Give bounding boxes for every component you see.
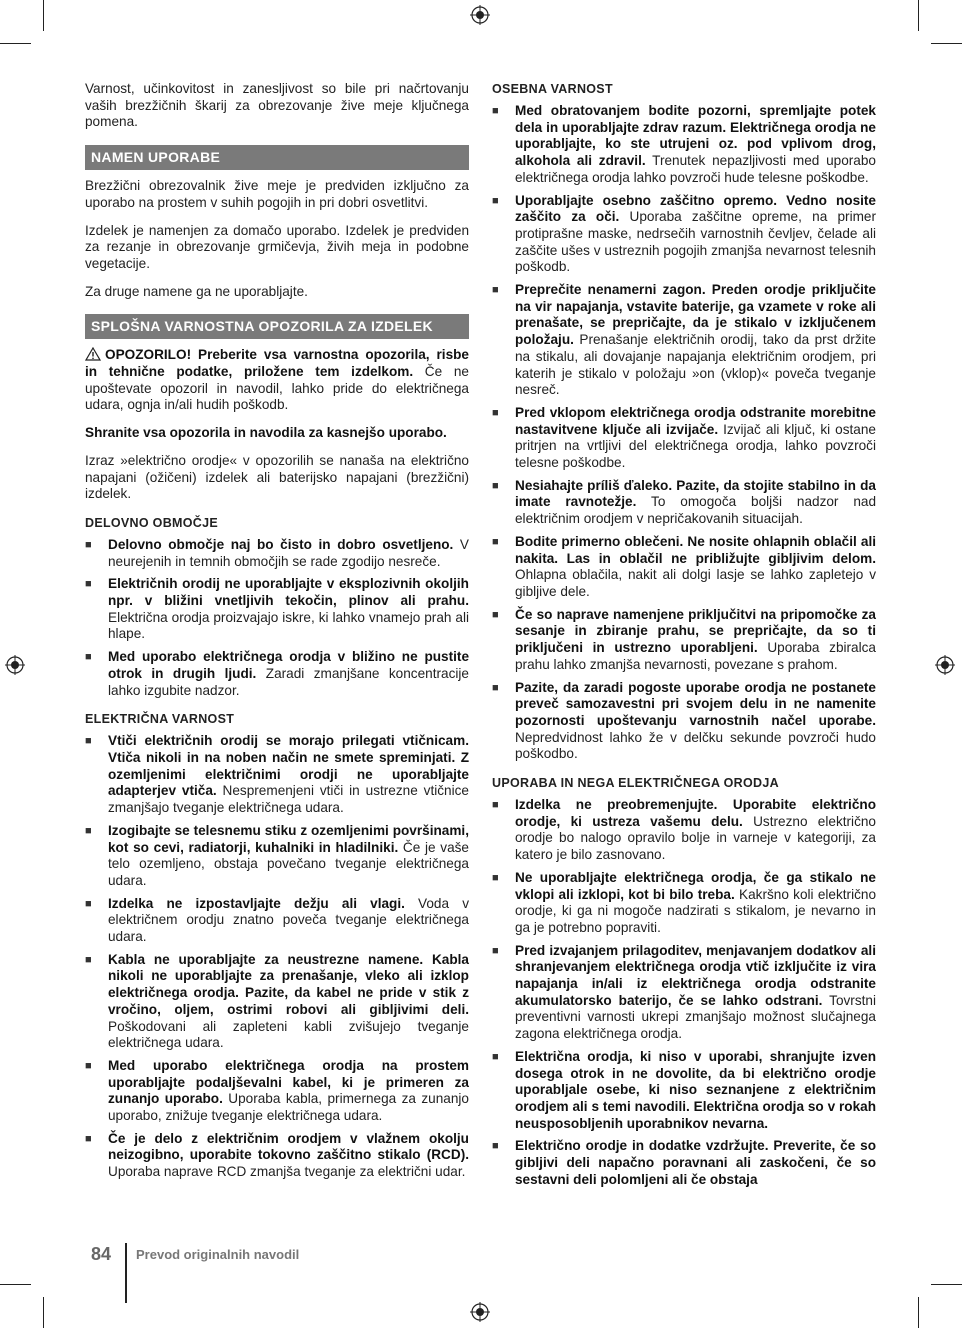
list-item-bold: Če je delo z električnim orodjem v vlažnem okolju neizogibno, uporabite tokovno zaščitno stikalo (RCD).	[108, 1130, 469, 1163]
list-item	[85, 649, 469, 699]
warning-triangle-icon	[85, 347, 101, 361]
list-item	[492, 193, 876, 277]
list-item	[85, 537, 469, 570]
list-item	[85, 576, 469, 643]
bullet-list-uporaba	[492, 797, 876, 1188]
list-item	[492, 534, 876, 601]
list-item	[85, 1058, 469, 1125]
list-item	[492, 1138, 876, 1188]
list-item	[85, 823, 469, 890]
section-heading-splosna: SPLOŠNA VARNOSTNA OPOZORILA ZA IZDELEK	[85, 314, 469, 339]
list-item-text: Izvijač ali ključ, ki ostane pritrjen na vrtljivi del električnega orodja, lahko povzroči telesne poškodbe.	[515, 421, 876, 471]
list-item	[85, 952, 469, 1052]
list-item	[492, 405, 876, 472]
crop-mark	[43, 1297, 44, 1328]
list-item	[492, 478, 876, 528]
subheading-uporaba: UPORABA IN NEGA ELEKTRIČNEGA ORODJA	[492, 776, 779, 791]
list-item-text: V neurejenih in temnih območjih se rade zgodijo nesreče.	[108, 536, 469, 569]
crop-mark	[0, 1284, 31, 1285]
crop-mark	[0, 43, 31, 44]
paragraph: Izdelek je namenjen za domačo uporabo. Izdelek je predviden za rezanje in obrezovanje grmičevja, živih meja in podobne vegetacije.	[85, 222, 469, 271]
list-item-text: To omogoča boljši nadzor nad električnim orodjem v nepričakovanih situacijah.	[515, 494, 877, 527]
list-item-text: Uporaba zbiralca prahu lahko zmanjša nevarnosti, povezane s prahom.	[515, 640, 876, 672]
list-item-bold: Delovno območje naj bo čisto in dobro osvetljeno.	[108, 536, 454, 552]
list-item-bold: Vtiči električnih orodij se morajo prilegati vtičnicam. Vtiča nikoli in na noben način ne smete spreminjati. Z ozemljenimi električnimi orodji ne uporabljajte adapterjev vtiča.	[108, 733, 469, 799]
list-item-bold: Izogibajte se telesnemu stiku z ozemljenimi površinami, kot so cevi, radiatorji, kuhalniki in hladilniki.	[108, 822, 469, 855]
page-footer	[91, 1244, 491, 1302]
list-item	[492, 680, 876, 764]
list-item-text: Nepredvidnost lahko že v delčku sekunde povzroči hudo poškodbo.	[515, 729, 876, 762]
list-item-bold: Med obratovanjem bodite pozorni, spremljajte potek dela in uporabljajte zdrav razum. Električnega orodja ne uporabljajte, ko ste utrujeni oz. pod vplivom drog, alkohola ali zdravil.	[515, 103, 876, 169]
list-item-bold: Pred vklopom električnega orodja odstranite morebitne nastavitvene ključe ali izvijače.	[515, 404, 876, 437]
list-item	[492, 282, 876, 399]
list-item	[492, 103, 876, 187]
list-item-bold: Če so naprave namenjene priključitvi na pripomočke za sesanje in zbiranje prahu, se prepričajte, da so ti priključeni in ustrezno uporabljeni.	[515, 606, 876, 656]
list-item-text: Ohlapna oblačila, nakit ali dolgi lasje se lahko zapletejo v gibljive dele.	[515, 567, 876, 599]
list-item-text: Uporaba kabla, primernega za zunanjo uporabo, znižuje tveganje električnega udara.	[108, 1091, 469, 1124]
list-item	[492, 1049, 876, 1133]
left-column	[85, 81, 469, 1187]
list-item-text: Tovrstni preventivni varnosti ukrepi zmanjšajo možnost slučajnega zagona električnega orodja.	[515, 992, 876, 1042]
crop-mark	[931, 1284, 962, 1285]
section-heading-namen: NAMEN UPORABE	[85, 145, 469, 170]
list-item-bold: Pred izvajanjem prilagoditev, menjavanjem dodatkov ali shranjevanjem električnega orodja vtič izključite iz vira napajanja in/ali iz električnega orodja odstranite akumulatorsko baterijo, če se lahko odstrani.	[515, 942, 876, 1008]
list-item-text: Zaradi zmanjšane koncentracije lahko izgubite nadzor.	[108, 665, 469, 698]
term-paragraph: Izraz »električno orodje« v opozorilih se nanaša na električno napajani (ožičeni) izdelek ali baterijsko napajani (brezžični) izdelek.	[85, 452, 469, 502]
list-item-text: Nespremenjeni vtiči in ustrezne vtičnice zmanjšajo tveganje električnega udara.	[108, 783, 469, 816]
keep-bold: Shranite vsa opozorila in navodila za kasnejšo uporabo.	[85, 425, 447, 441]
list-item-bold: Električnih orodij ne uporabljajte v eksplozivnih okoljih npr. v bližini vnetljivih tekočin, plinov ali prahu.	[108, 576, 469, 609]
list-item	[85, 733, 469, 817]
footer-text: Prevod originalnih navodil	[136, 1247, 300, 1262]
list-item	[492, 607, 876, 674]
registration-mark-icon	[470, 5, 490, 25]
list-item-text: Uporaba naprave RCD zmanjša tveganje za električni udar.	[108, 1164, 466, 1180]
warning-paragraph	[85, 347, 469, 414]
list-item-bold: Izdelka ne izpostavljajte dežju ali vlagi.	[108, 895, 405, 911]
intro-paragraph: Varnost, učinkovitost in zanesljivost so bile pri načrtovanju vaših brezžičnih škarij za obrezovanje žive meje ključnega pomena.	[85, 81, 469, 130]
list-item-text: Ustrezno električno orodje bo nalogo opravilo bolje in varneje v kategoriji, za katero je bilo zasnovano.	[515, 813, 876, 863]
list-item	[492, 943, 876, 1043]
list-item-bold: Bodite primerno oblečeni. Ne nosite ohlapnih oblačil ali nakita. Las in oblačil ne približujte gibljivim delom.	[515, 533, 876, 566]
list-item-text: Kakršno koli električno orodje, ki ga ni mogoče nadzirati s stikalom, je nevarno in ga je potrebno popraviti.	[515, 886, 877, 935]
bullet-list-elektricna	[85, 733, 469, 1181]
page-number: 84	[91, 1244, 112, 1264]
keep-instructions	[85, 425, 469, 442]
list-item-text: Voda v električnem orodju znatno poveča tveganje električnega udara.	[108, 895, 469, 945]
registration-mark-icon	[5, 655, 25, 675]
registration-mark-icon	[935, 655, 955, 675]
list-item-bold: Električna orodja, ki niso v uporabi, shranjujte izven dosega otrok in ne dovolite, da bi električno orodje uporabljale osebe, ki niso seznanjene z električnim orodjem ali s temi navodili. Električna orodja so v rokah neusposobljenih uporabnikov nevarna.	[515, 1048, 876, 1131]
subheading-osebna: OSEBNA VARNOST	[492, 82, 613, 96]
warning-bold: OPOZORILO! Preberite vsa varnostna opozorila, risbe in tehnične podatke, priložene tem izdelkom.	[85, 347, 469, 380]
list-item-bold: Med uporabo električnega orodja na prostem uporabljajte podaljševalni kabel, ki je primeren za zunanjo uporabo.	[108, 1057, 469, 1107]
list-item-bold: Uporabljajte osebno zaščitno opremo. Vedno nosite zaščito za oči.	[515, 192, 876, 225]
paragraph: Za druge namene ga ne uporabljajte.	[85, 283, 308, 299]
crop-mark	[43, 0, 44, 31]
subheading-elektricna: ELEKTRIČNA VARNOST	[85, 712, 235, 727]
list-item-bold: Med uporabo električnega orodja v bližino ne pustite otrok in drugih ljudi.	[108, 649, 469, 681]
list-item-text: Trenutek nepazljivosti med uporabo električnega orodja lahko povzroči hude telesne poškodbe.	[515, 153, 876, 185]
crop-mark	[931, 43, 962, 44]
list-item	[85, 896, 469, 946]
list-item-bold: Električno orodje in dodatke vzdržujte. Preverite, če so gibljivi deli napačno poravnani ali zaskočeni, če so sestavni deli polomljeni ali če obstaja	[515, 1138, 876, 1187]
subheading-delovno: DELOVNO OBMOČJE	[85, 515, 218, 530]
list-item-bold: Pazite, da zaradi pogoste uporabe orodja ne postanete preveč samozavestni pri svojem delu in ne namenite pozornosti upoštevanju varnostnih načel uporabe.	[515, 679, 876, 728]
list-item	[492, 797, 876, 864]
warning-text: Če ne upoštevate opozoril in navodil, lahko pride do električnega udara, ognja in/ali hudih poškodb.	[85, 364, 469, 413]
list-item-text: Prenašanje električnih orodij, tako da prst držite na stikalu, ali dovajanje napajanja električnim orodjem, pri katerih je stikalo v položaju »on (vklop)« poveča tveganje nesreč.	[515, 332, 876, 398]
list-item-text: Uporaba zaščitne opreme, na primer protiprašne maske, nedrsečih varnostnih čevljev, čelade ali zaščite ušes v ustreznih pogojih zmanjša nevarnost telesnih poškodb.	[515, 209, 876, 275]
footer-divider	[125, 1243, 127, 1303]
list-item-text: Če je vaše telo ozemljeno, obstaja povečano tveganje električnega udara.	[108, 839, 469, 888]
list-item-bold: Izdelka ne preobremenjujte. Uporabite električno orodje, ki ustreza vašemu delu.	[515, 797, 876, 829]
crop-mark	[918, 1297, 919, 1328]
list-item-bold: Kabla ne uporabljajte za neustrezne namene. Kabla nikoli ne uporabljajte za prenašanje, vleko ali izklop električnega orodja. Pazite, da kabel ne pride v stik z vročino, oljem, ostrimi robovi ali gibljivimi deli.	[108, 951, 469, 1017]
list-item-text: Poškodovani ali zapleteni kabli zvišujejo tveganje električnega udara.	[108, 1018, 469, 1051]
crop-mark	[918, 0, 919, 31]
right-column	[492, 81, 876, 1194]
list-item	[492, 870, 876, 937]
list-item-bold: Preprečite nenamerni zagon. Preden orodje priključite na vir napajanja, vstavite baterije, ga vzamete v roke ali prenašate, se prepričajte, da je stikalo v izključenem položaju.	[515, 282, 876, 348]
list-item-bold: Nesiahajte príliš ďaleko. Pazite, da stojite stabilno in da imate ravnotežje.	[515, 477, 876, 510]
registration-mark-icon	[470, 1302, 490, 1322]
paragraph: Brezžični obrezovalnik žive meje je predviden izključno za uporabo na prostem v suhih pogojih in pri dobri osvetlitvi.	[85, 178, 469, 210]
list-item-bold: Ne uporabljajte električnega orodja, če ga stikalo ne vklopi ali izklopi, kot bi bilo treba.	[515, 869, 876, 902]
bullet-list-osebna	[492, 103, 876, 763]
list-item-text: Električna orodja proizvajajo iskre, ki lahko vnamejo prah ali hlape.	[108, 609, 469, 642]
list-item	[85, 1131, 469, 1181]
bullet-list-delovno	[85, 537, 469, 699]
